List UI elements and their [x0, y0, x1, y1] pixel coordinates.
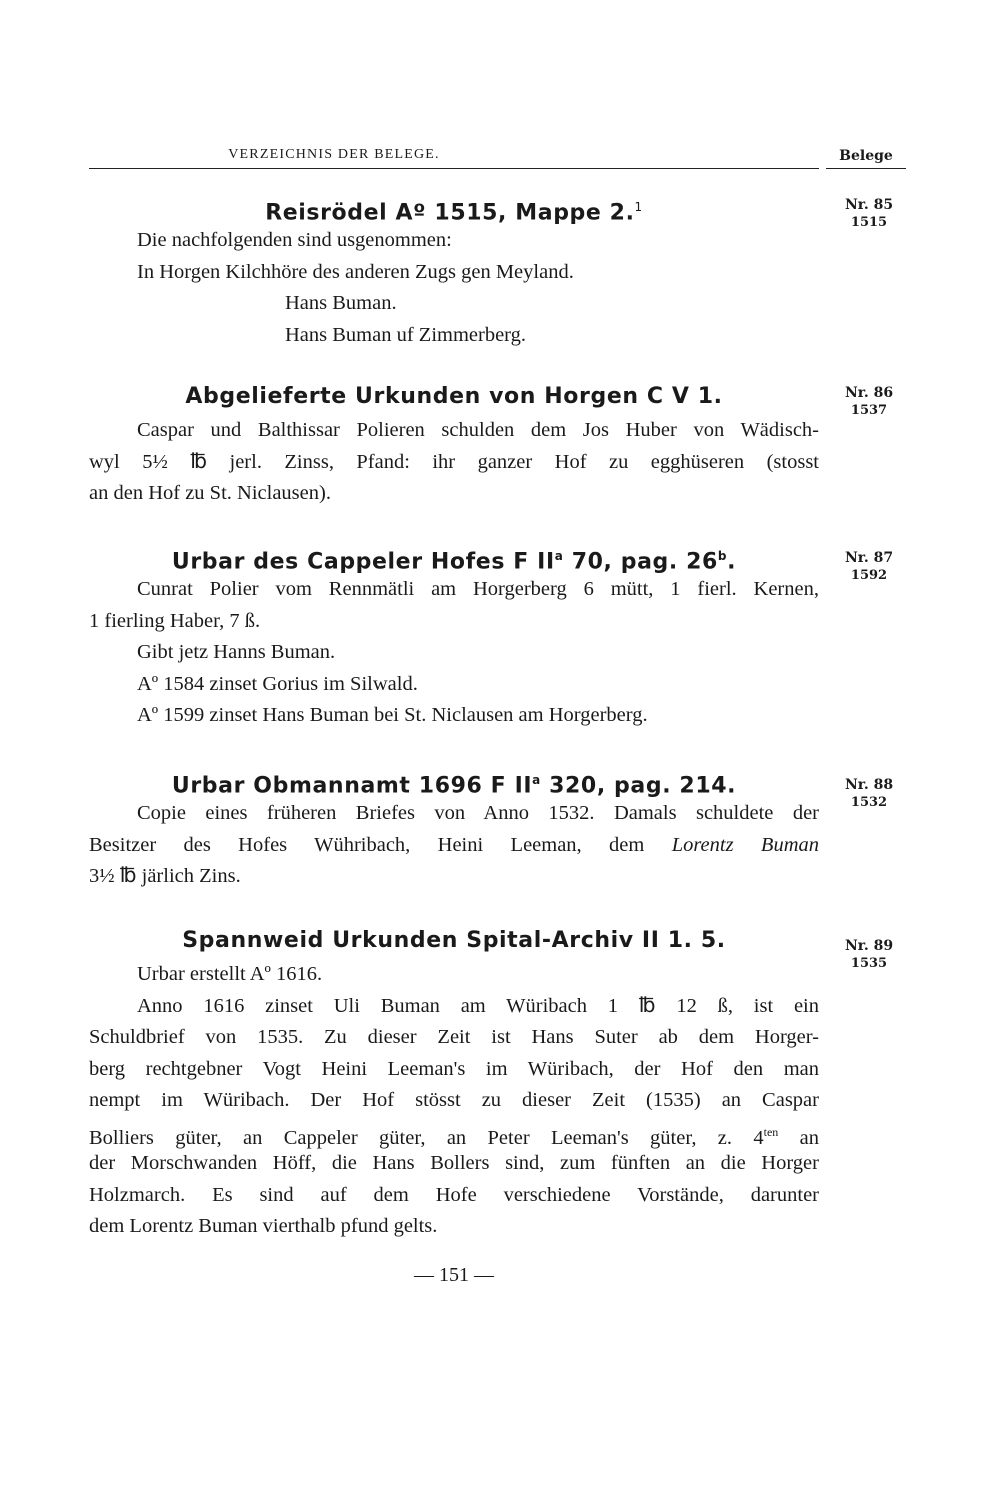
- entry-number: Nr. 89: [844, 938, 894, 954]
- running-header: VERZEICHNIS DER BELEGE.: [228, 147, 440, 162]
- entry-line: Urbar erstellt Aº 1616.: [137, 963, 323, 985]
- entry-year: 1515: [850, 215, 888, 230]
- entry-line: Bolliers güter, an Cappeler güter, an Peter Leeman's güter, z. $4^{ten}$ an: [89, 1124, 819, 1149]
- entry-line: dem Lorentz Buman vierthalb pfund gelts.: [89, 1215, 438, 1237]
- entry-number: Nr. 86: [844, 385, 894, 401]
- entry-line: Anno 1616 zinset Uli Buman am Würibach 1 ℔ 12 ß, ist ein: [137, 994, 819, 1017]
- emphasized-name: Lorentz Buman: [671, 833, 820, 856]
- margin-note-nr-89: [836, 937, 902, 973]
- entry-line: Schuldbrief von 1535. Zu dieser Zeit ist Hans Suter ab dem Horger-: [89, 1026, 819, 1048]
- entry-heading: Spannweid Urkunden Spital-Archiv II 1. 5.: [182, 928, 726, 953]
- entry-line: In Horgen Kilchhöre des anderen Zugs gen Meyland.: [137, 260, 574, 283]
- entry-year: 1537: [850, 403, 888, 418]
- entry-number: Nr. 87: [844, 550, 894, 566]
- margin-note-nr-87: [836, 549, 902, 585]
- margin-header: Belege: [839, 148, 893, 164]
- entry-nr-89: [89, 927, 819, 1243]
- entry-line: der Morschwanden Höff, die Hans Bollers sind, zum fünften an die Horger: [89, 1152, 819, 1174]
- entry-heading: Reisrödel Aº 1515, Mappe 2.$^1$: [265, 200, 643, 226]
- entry-line: Caspar und Balthissar Polieren schulden dem Jos Huber von Wädisch-: [137, 419, 819, 441]
- entry-line: wyl 5½ ℔ jerl. Zinss, Pfand: ihr ganzer Hof zu egghüseren (stosst: [89, 450, 819, 473]
- entry-line: an den Hof zu St. Niclausen).: [89, 482, 331, 504]
- entry-line: Copie eines früheren Briefes von Anno 1532. Damals schuldete der: [137, 802, 819, 824]
- entry-nr-88: [89, 766, 819, 893]
- entry-year: 1532: [850, 795, 888, 810]
- entry-line: nempt im Würibach. Der Hof stösst zu dieser Zeit (1535) an Caspar: [89, 1089, 819, 1111]
- entry-nr-87: [89, 542, 819, 732]
- margin-note-nr-88: [836, 776, 902, 812]
- entry-line: Cunrat Polier vom Rennmätli am Horgerberg 6 mütt, 1 fierl. Kernen,: [137, 578, 819, 600]
- entry-line: Aº 1584 zinset Gorius im Silwald.: [137, 672, 418, 695]
- entry-line: 3½ ℔ järlich Zins.: [89, 865, 241, 887]
- entry-year: 1535: [850, 956, 888, 971]
- entry-heading: Urbar Obmannamt 1696 F $II^a$ 320, pag. 214.: [171, 773, 737, 799]
- entry-heading: Abgelieferte Urkunden von Horgen C V 1.: [185, 384, 723, 409]
- entry-nr-85: [89, 193, 819, 351]
- entry-line: Aº 1599 zinset Hans Buman bei St. Niclausen am Horgerberg.: [137, 704, 648, 726]
- entry-number: Nr. 88: [844, 777, 894, 793]
- entry-year: 1592: [850, 568, 888, 583]
- entry-line: Besitzer des Hofes Wühribach, Heini Leeman, dem Lorentz Buman: [89, 833, 820, 856]
- header-rule: [89, 168, 819, 169]
- entry-line: Hans Buman.: [285, 292, 397, 314]
- entry-line: Hans Buman uf Zimmerberg.: [285, 323, 527, 346]
- entry-line: berg rechtgebner Vogt Heini Leeman's im Würibach, der Hof den man: [89, 1057, 819, 1080]
- entry-number: Nr. 85: [844, 197, 894, 213]
- footnote-mark: 1: [634, 200, 643, 214]
- entry-heading: Urbar des Cappeler Hofes F $II^a$ 70, pag. 26$^b$.: [171, 549, 737, 575]
- margin-note-nr-85: [836, 196, 902, 232]
- entry-line: Die nachfolgenden sind usgenommen:: [137, 229, 452, 251]
- entry-line: 1 fierling Haber, 7 ß.: [89, 609, 261, 632]
- entry-line: Holzmarch. Es sind auf dem Hofe verschiedene Vorstände, darunter: [89, 1183, 819, 1206]
- margin-note-nr-86: [836, 384, 902, 420]
- entry-nr-86: [89, 383, 819, 510]
- margin-header-rule: [826, 168, 906, 169]
- entry-line: Gibt jetz Hanns Buman.: [137, 641, 336, 663]
- page-number: — 151 —: [414, 1264, 494, 1286]
